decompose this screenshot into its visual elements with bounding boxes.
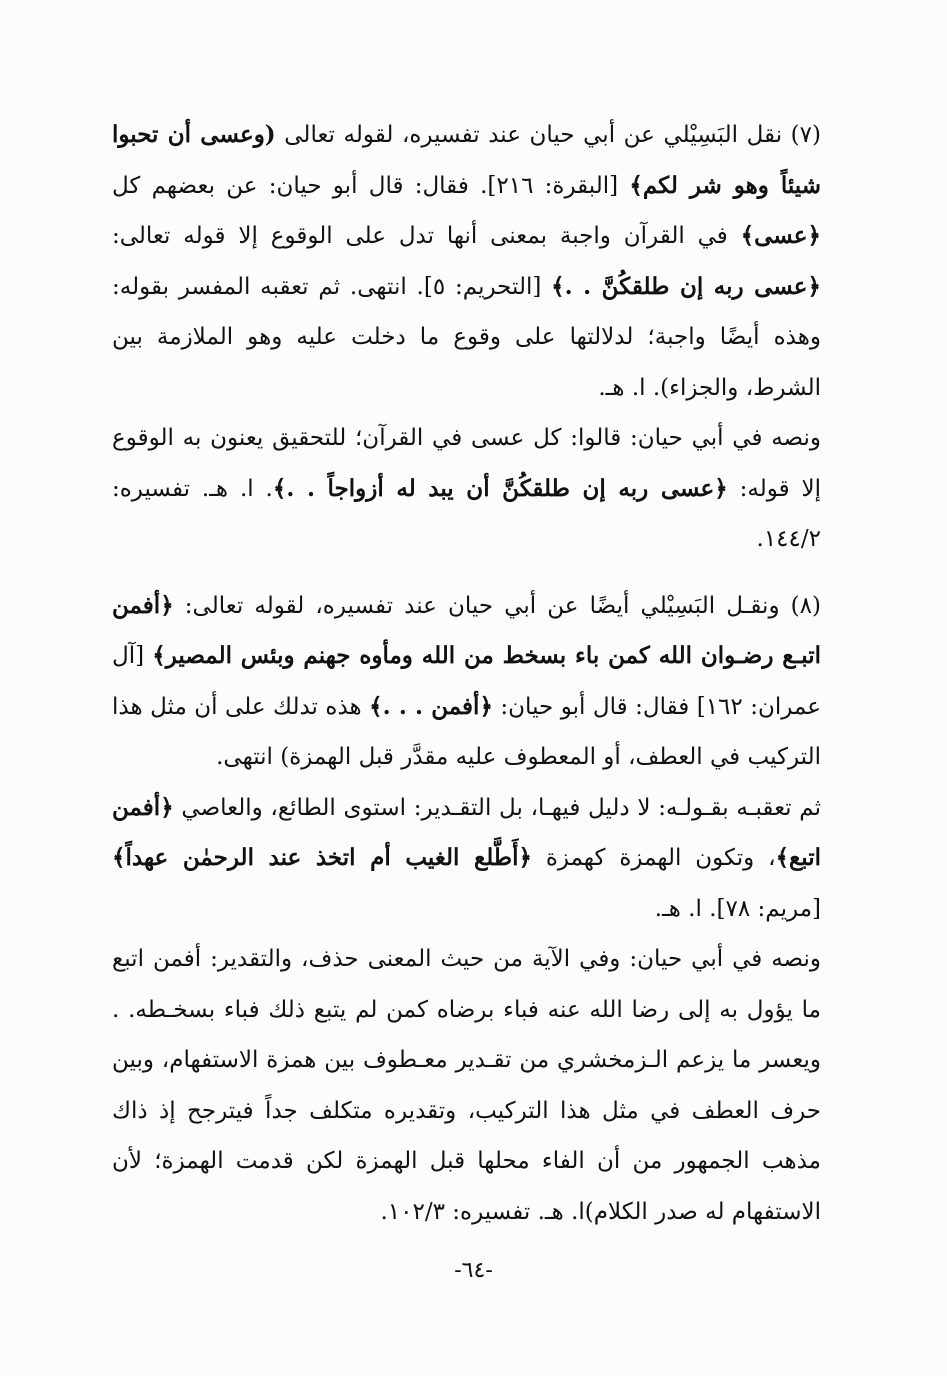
text-run: . ا. هـ. تفسيره: ١٤٤/٢. <box>112 475 821 552</box>
quran-quote: ﴿عسى﴾ <box>740 222 821 249</box>
paragraph <box>112 783 821 935</box>
text-run: ، وتكون الهمزة كهمزة <box>531 845 776 871</box>
text-run: ونصه في أبي حيان: وفي الآية من حيث المعنى حذف، والتقدير: أفمن اتبع ما يؤول به إلى رضا الله عنه فباء برضاه كمن لم يتبع ذلك فباء بسخـطه. . ويعسر ما يزعم الـزمخشري من تقـدير معـطوف بين همزة الاستفهام، وبين حرف العطف في مثل هذا التركيب، وتقديره متكلف جداً فيترجح إذ ذاك مذهب الجمهور من أن الفاء محلها قبل الهمزة لكن قدمت الهمزة؛ لأن الاستفهام له صدر الكلام)ا. هـ. تفسيره: ١٠٢/٣. <box>112 946 821 1225</box>
text-run: [مريم: ٧٨]. ا. هـ. <box>654 895 821 922</box>
text-run: هذه تدلك على أن مثل هذا التركيب في العطف، أو المعطوف عليه مقدَّر قبل الهمزة) انتهى. <box>112 693 821 770</box>
text-run: [البقرة: ٢١٦]. فقال: قال أبو حيان: عن بعضهم كل <box>112 172 630 199</box>
text-run: [آل عمران: ١٦٢] فقال: قال أبو حيان: <box>112 643 821 720</box>
paragraph <box>112 110 821 413</box>
text-run: (٧) نقل البَسِيْلي عن أبي حيان عند تفسيره، لقوله تعالى <box>275 122 821 148</box>
quran-quote: ﴿عسى ربه إن طلقكُنَّ أن يبد له أزواجاً . .﴾ <box>272 474 728 502</box>
page-body <box>112 110 821 1237</box>
text-run: ونصه في أبي حيان: قالوا: كل عسى في القرآن؛ للتحقيق يعنون به الوقوع إلا قوله: <box>112 425 821 502</box>
text-run: [التحريم: ٥]. انتهى. ثم تعقبه المفسر بقوله: وهذه أيضًا واجبة؛ لدلالتها على وقوع ما دخلت عليه وهو الملازمة بين الشرط، والجزاء). ا. هـ. <box>112 273 821 401</box>
quran-quote: ﴿أفمن اتبـع رضـوان الله كمن باء بسخط من الله ومأوه جهنم وبئس المصير﴾ <box>112 591 821 669</box>
text-run: في القرآن واجبة بمعنى أنها تدل على الوقوع إلا قوله تعالى: <box>112 223 741 249</box>
quran-quote: ﴿عسى ربه إن طلقكُنَّ . .﴾ <box>551 272 821 300</box>
section-gap <box>112 565 821 581</box>
page-number: -٦٤- <box>454 1258 493 1283</box>
paragraph <box>112 413 821 565</box>
paragraph <box>112 581 821 783</box>
paragraph <box>112 934 821 1237</box>
text-run: (٨) ونقـل البَسِيْلي أيضًا عن أبي حيان عند تفسيره، لقوله تعالى: <box>173 592 821 619</box>
text-run: ثم تعقبـه بقـولـه: لا دليل فيهـا، بل التقـدير: استوى الطائع، والعاصي <box>173 794 821 821</box>
quran-quote: (وعسى أن تحبوا شيئاً وهو شر لكم﴾ <box>112 121 821 199</box>
quran-quote: ﴿أَطَّلع الغيب أم اتخذ عند الرحمٰن عهداً﴾ <box>112 844 532 871</box>
quran-quote: ﴿أفمن اتبع﴾ <box>112 793 822 871</box>
quran-quote: ﴿أفمن . . .﴾ <box>369 692 493 720</box>
